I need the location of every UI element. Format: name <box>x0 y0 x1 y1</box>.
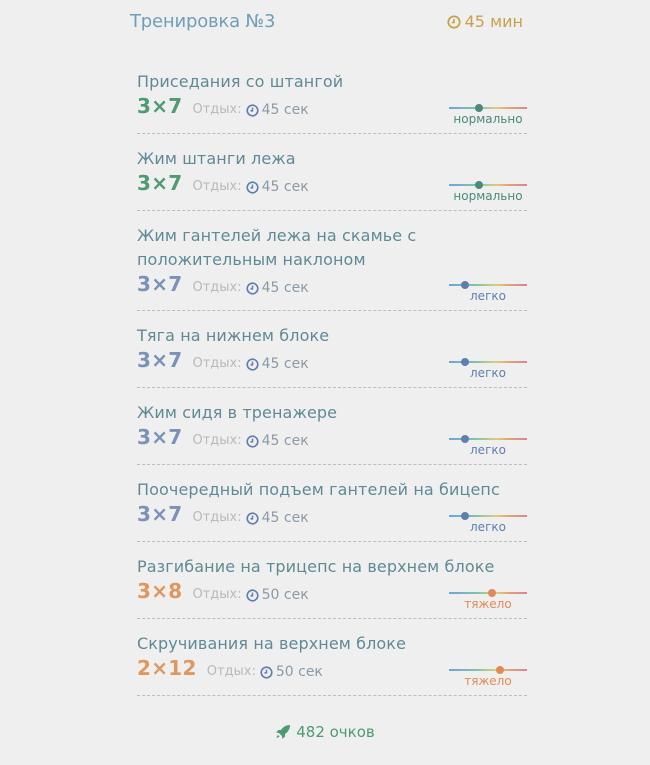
clock-icon <box>246 435 259 448</box>
exercise-sets: 3×7 <box>137 348 183 372</box>
rest-value: 45 сек <box>261 355 309 372</box>
rest-value: 45 сек <box>261 101 309 118</box>
difficulty-marker <box>461 435 469 443</box>
rest-value: 50 сек <box>261 586 309 603</box>
clock-icon <box>246 181 259 194</box>
difficulty-marker <box>488 589 496 597</box>
rest-label: Отдых: <box>192 510 242 525</box>
workout-duration <box>447 12 523 31</box>
difficulty-marker <box>496 666 504 674</box>
exercise-sets: 3×7 <box>137 425 183 449</box>
exercise-name: Жим сидя в тренажере <box>137 403 338 422</box>
difficulty-marker <box>461 512 469 520</box>
difficulty-label: легко <box>470 366 506 380</box>
exercise-item[interactable] <box>137 619 527 696</box>
exercise-sets: 3×8 <box>137 579 183 603</box>
exercise-item[interactable] <box>137 311 527 388</box>
exercise-sets: 3×7 <box>137 502 183 526</box>
difficulty-gauge <box>449 177 527 201</box>
difficulty-label: тяжело <box>464 674 512 688</box>
difficulty-label: легко <box>470 289 506 303</box>
clock-icon <box>447 15 461 29</box>
clock-icon <box>246 589 259 602</box>
difficulty-marker <box>461 358 469 366</box>
exercise-item[interactable] <box>137 388 527 465</box>
rest-info <box>193 179 309 195</box>
exercise-item[interactable] <box>137 134 527 211</box>
clock-icon <box>260 666 273 679</box>
difficulty-track <box>449 184 527 186</box>
exercise-name: Жим гантелей лежа на скамье с положительным наклоном <box>137 226 417 269</box>
rest-value: 45 сек <box>261 279 309 296</box>
rest-label: Отдых: <box>192 280 242 295</box>
difficulty-gauge <box>449 662 527 686</box>
clock-icon <box>246 358 259 371</box>
rest-info <box>193 280 309 296</box>
exercise-sets: 3×7 <box>137 94 183 118</box>
difficulty-label: нормально <box>453 189 523 203</box>
rest-info <box>207 664 323 680</box>
duration-value: 45 мин <box>464 12 523 31</box>
difficulty-gauge <box>449 277 527 301</box>
rest-value: 45 сек <box>261 432 309 449</box>
workout-header <box>130 11 523 35</box>
exercise-item[interactable] <box>137 542 527 619</box>
exercise-name: Приседания со штангой <box>137 72 344 91</box>
rest-info <box>193 510 309 526</box>
difficulty-gauge <box>449 508 527 532</box>
difficulty-label: нормально <box>453 112 523 126</box>
rest-info <box>193 587 309 603</box>
difficulty-label: легко <box>470 520 506 534</box>
points-value: 482 очков <box>296 723 375 741</box>
difficulty-label: тяжело <box>464 597 512 611</box>
rest-label: Отдых: <box>192 102 242 117</box>
exercise-item[interactable] <box>137 465 527 542</box>
difficulty-marker <box>461 281 469 289</box>
exercise-sets: 2×12 <box>137 656 197 680</box>
exercise-item[interactable] <box>137 57 527 134</box>
exercise-name: Жим штанги лежа <box>137 149 296 168</box>
difficulty-track <box>449 669 527 671</box>
difficulty-label: легко <box>470 443 506 457</box>
difficulty-track <box>449 107 527 109</box>
rest-value: 45 сек <box>261 509 309 526</box>
rest-label: Отдых: <box>206 664 256 679</box>
rest-value: 45 сек <box>261 178 309 195</box>
difficulty-gauge <box>449 100 527 124</box>
exercise-name: Скручивания на верхнем блоке <box>137 634 407 653</box>
exercise-name: Тяга на нижнем блоке <box>137 326 330 345</box>
rest-label: Отдых: <box>192 356 242 371</box>
exercise-list <box>137 57 527 696</box>
difficulty-gauge <box>449 354 527 378</box>
rest-label: Отдых: <box>192 587 242 602</box>
difficulty-gauge <box>449 585 527 609</box>
exercise-name: Поочередный подъем гантелей на бицепс <box>137 480 500 499</box>
difficulty-gauge <box>449 431 527 455</box>
rest-value: 50 сек <box>275 663 323 680</box>
rest-info <box>193 433 309 449</box>
exercise-item[interactable] <box>137 211 527 311</box>
points-footer <box>0 723 650 741</box>
rest-info <box>193 102 309 118</box>
exercise-name: Разгибание на трицепс на верхнем блоке <box>137 557 495 576</box>
clock-icon <box>246 282 259 295</box>
exercise-sets: 3×7 <box>137 272 183 296</box>
difficulty-marker <box>475 181 483 189</box>
difficulty-marker <box>475 104 483 112</box>
clock-icon <box>246 512 259 525</box>
rest-label: Отдых: <box>192 433 242 448</box>
rocket-icon <box>275 724 291 740</box>
exercise-sets: 3×7 <box>137 171 183 195</box>
workout-title: Тренировка №3 <box>130 11 276 32</box>
clock-icon <box>246 104 259 117</box>
rest-label: Отдых: <box>192 179 242 194</box>
rest-info <box>193 356 309 372</box>
